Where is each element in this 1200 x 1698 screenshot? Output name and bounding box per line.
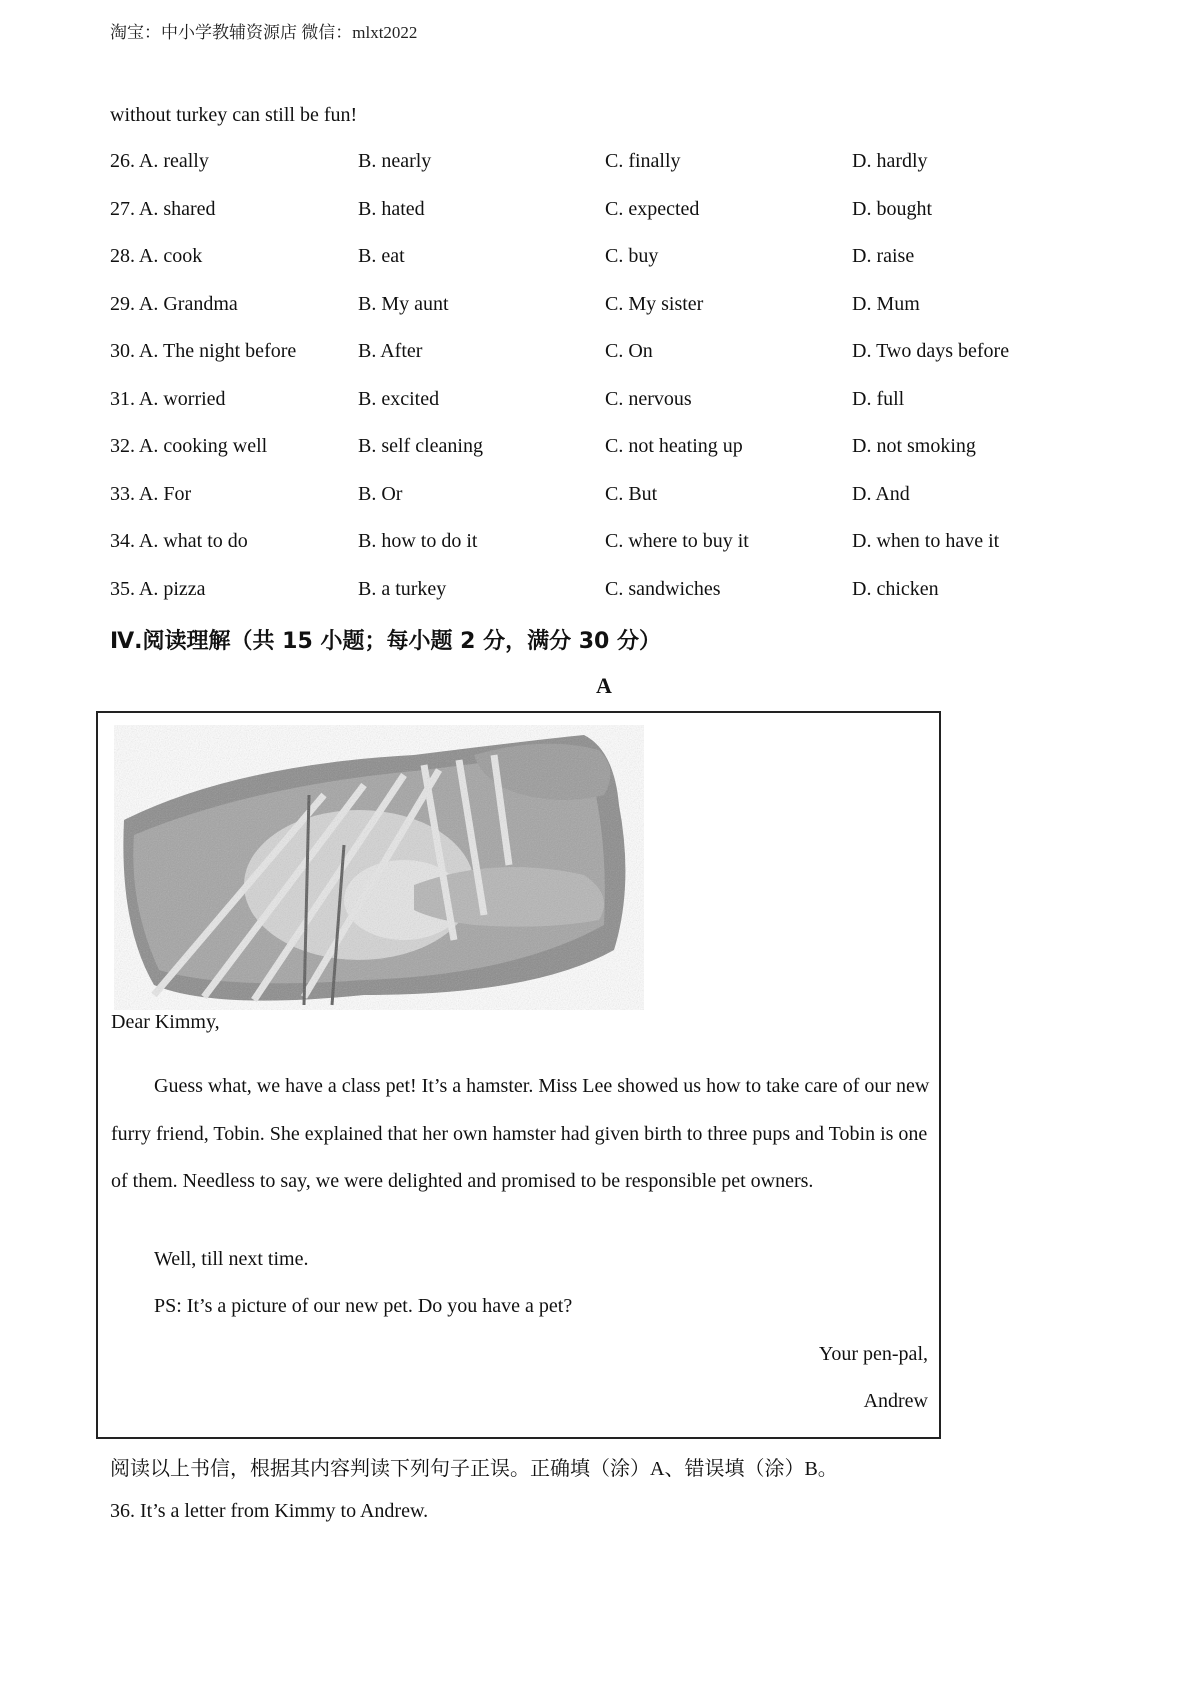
question-row	[110, 245, 1060, 293]
option-b: B. how to do it	[358, 530, 478, 552]
option-b: B. nearly	[358, 150, 432, 172]
option-c: C. expected	[605, 197, 700, 220]
question-row	[110, 435, 1060, 483]
option-d: D. bought	[852, 197, 932, 220]
question-row	[110, 150, 1060, 198]
option-d: D. full	[852, 387, 905, 410]
option-a: 26. A. really	[110, 150, 209, 172]
option-c: C. finally	[605, 150, 681, 172]
page-header: 淘宝：中小学教辅资源店 微信：mlxt2022	[110, 23, 418, 42]
option-d: D. not smoking	[852, 435, 976, 457]
option-c: C. where to buy it	[605, 530, 749, 552]
option-a: 33. A. For	[110, 482, 192, 505]
option-b: B. My aunt	[358, 292, 449, 315]
option-c: C. nervous	[605, 387, 692, 410]
option-d: D. raise	[852, 245, 915, 267]
passage-label: A	[596, 673, 612, 698]
option-a: 32. A. cooking well	[110, 435, 268, 457]
letter-closing: Well, till next time.	[154, 1248, 309, 1270]
cloze-options	[110, 150, 1060, 625]
option-c: C. not heating up	[605, 435, 743, 457]
option-a: 34. A. what to do	[110, 530, 248, 552]
option-c: C. buy	[605, 245, 659, 267]
option-a: 35. A. pizza	[110, 577, 206, 600]
option-a: 29. A. Grandma	[110, 292, 238, 315]
letter-signature: Andrew	[863, 1390, 928, 1412]
question-36: 36. It’s a letter from Kimmy to Andrew.	[110, 1500, 429, 1522]
option-a: 30. A. The night before	[110, 340, 297, 362]
option-b: B. After	[358, 340, 423, 362]
section-title: Ⅳ.阅读理解（共 15 小题；每小题 2 分，满分 30 分）	[110, 629, 662, 654]
letter-ps: PS: It’s a picture of our new pet. Do you have a pet?	[154, 1295, 573, 1317]
letter-signoff: Your pen-pal,	[818, 1343, 928, 1365]
option-c: C. My sister	[605, 292, 704, 315]
question-row	[110, 388, 1060, 436]
question-row	[110, 198, 1060, 246]
question-row	[110, 340, 1060, 388]
option-b: B. self cleaning	[358, 435, 483, 457]
option-d: D. Two days before	[852, 340, 1010, 362]
option-d: D. Mum	[852, 292, 920, 315]
question-row	[110, 293, 1060, 341]
hamster-cage-picture	[114, 725, 644, 1010]
letter-greeting: Dear Kimmy,	[111, 1011, 220, 1033]
option-c: C. But	[605, 482, 658, 505]
option-a: 31. A. worried	[110, 387, 226, 410]
option-b: B. hated	[358, 197, 425, 220]
option-d: D. And	[852, 482, 910, 505]
option-a: 27. A. shared	[110, 197, 216, 220]
option-b: B. eat	[358, 245, 405, 267]
option-b: B. a turkey	[358, 577, 447, 600]
option-c: C. On	[605, 340, 653, 362]
question-instructions: 阅读以上书信，根据其内容判读下列句子正误。正确填（涂）A、错误填（涂）B。	[110, 1458, 838, 1480]
option-b: B. excited	[358, 387, 440, 410]
option-d: D. chicken	[852, 577, 939, 600]
option-d: D. when to have it	[852, 530, 1000, 552]
option-c: C. sandwiches	[605, 577, 721, 600]
option-a: 28. A. cook	[110, 245, 203, 267]
letter-body: Guess what, we have a class pet! It’s a hamster. Miss Lee showed us how to take care of our new furry friend, Tobin. She explained that her own hamster had given birth to three pups and Tobin is one of them. Needless to say, we were delighted and promised to be responsible pet owners.	[111, 1075, 930, 1192]
option-d: D. hardly	[852, 150, 928, 172]
question-row	[110, 483, 1060, 531]
passage-continuation: without turkey can still be fun!	[110, 104, 358, 126]
option-b: B. Or	[358, 482, 403, 505]
question-row	[110, 530, 1060, 578]
question-row	[110, 578, 1060, 626]
letter-box	[96, 711, 941, 1439]
